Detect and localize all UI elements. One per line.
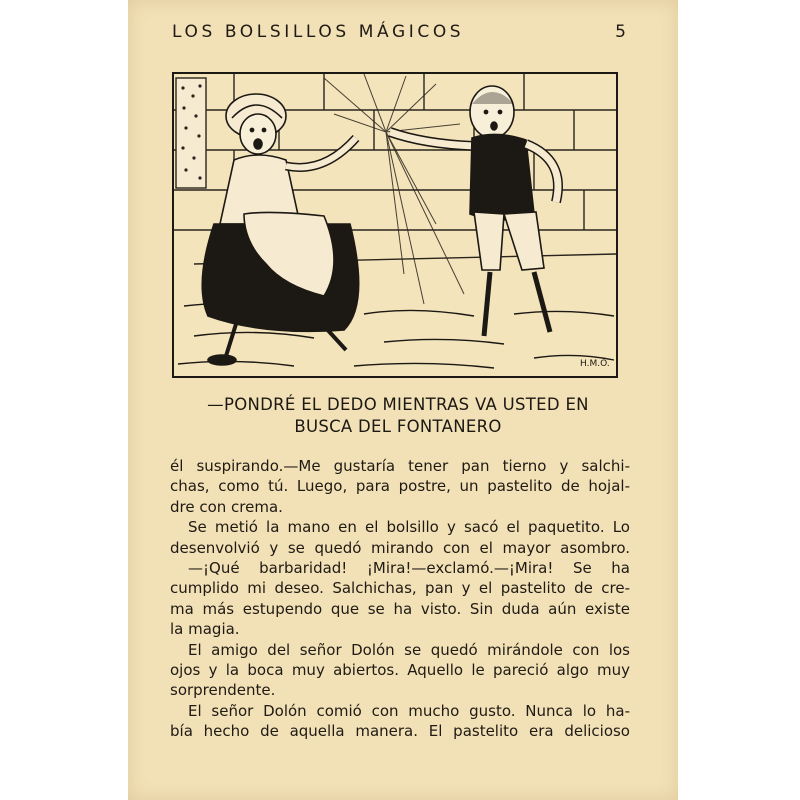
text-line: él suspirando.—Me gustaría tener pan tierno y salchi- [170,457,630,475]
page-number: 5 [615,22,626,42]
illustration [172,72,618,378]
text-line: la magia. [170,620,240,639]
text-line: El amigo del señor Dolón se quedó mirándole con los [188,640,630,659]
caption-line: —PONDRÉ EL DEDO MIENTRAS VA USTED EN [207,395,589,414]
illustration-signature: H.M.O. [580,359,610,369]
book-page [128,0,678,800]
text-line: dre con crema. [170,497,283,516]
text-line: cumplido mi deseo. Salchichas, pan y el pastelito de cre- [170,579,630,598]
text-line: Se metió la mano en el bolsillo y sacó el paquetito. Lo [188,518,630,537]
text-line: chas, como tú. Luego, para postre, un pastelito de hojal- [170,477,630,496]
caption-line: BUSCA DEL FONTANERO [294,417,502,436]
illustration-caption [168,394,628,438]
text-line: El señor Dolón comió con mucho gusto. Nunca lo ha- [188,701,630,720]
text-line: ojos y la boca muy abiertos. Aquello le pareció algo muy [170,661,630,680]
body-text [170,456,630,742]
text-line: ma más estupendo que se ha visto. Sin duda aún existe [170,599,630,618]
text-line: desenvolvió y se quedó mirando con el mayor asombro. [170,538,630,557]
text-line: bía hecho de aquella manera. El pastelito era delicioso [170,722,630,741]
running-title: LOS BOLSILLOS MÁGICOS [172,22,465,42]
illustration-drawing [174,74,616,376]
text-line: —¡Qué barbaridad! ¡Mira!—exclamó.—¡Mira! Se ha [188,559,630,578]
text-line: sorprendente. [170,681,276,700]
